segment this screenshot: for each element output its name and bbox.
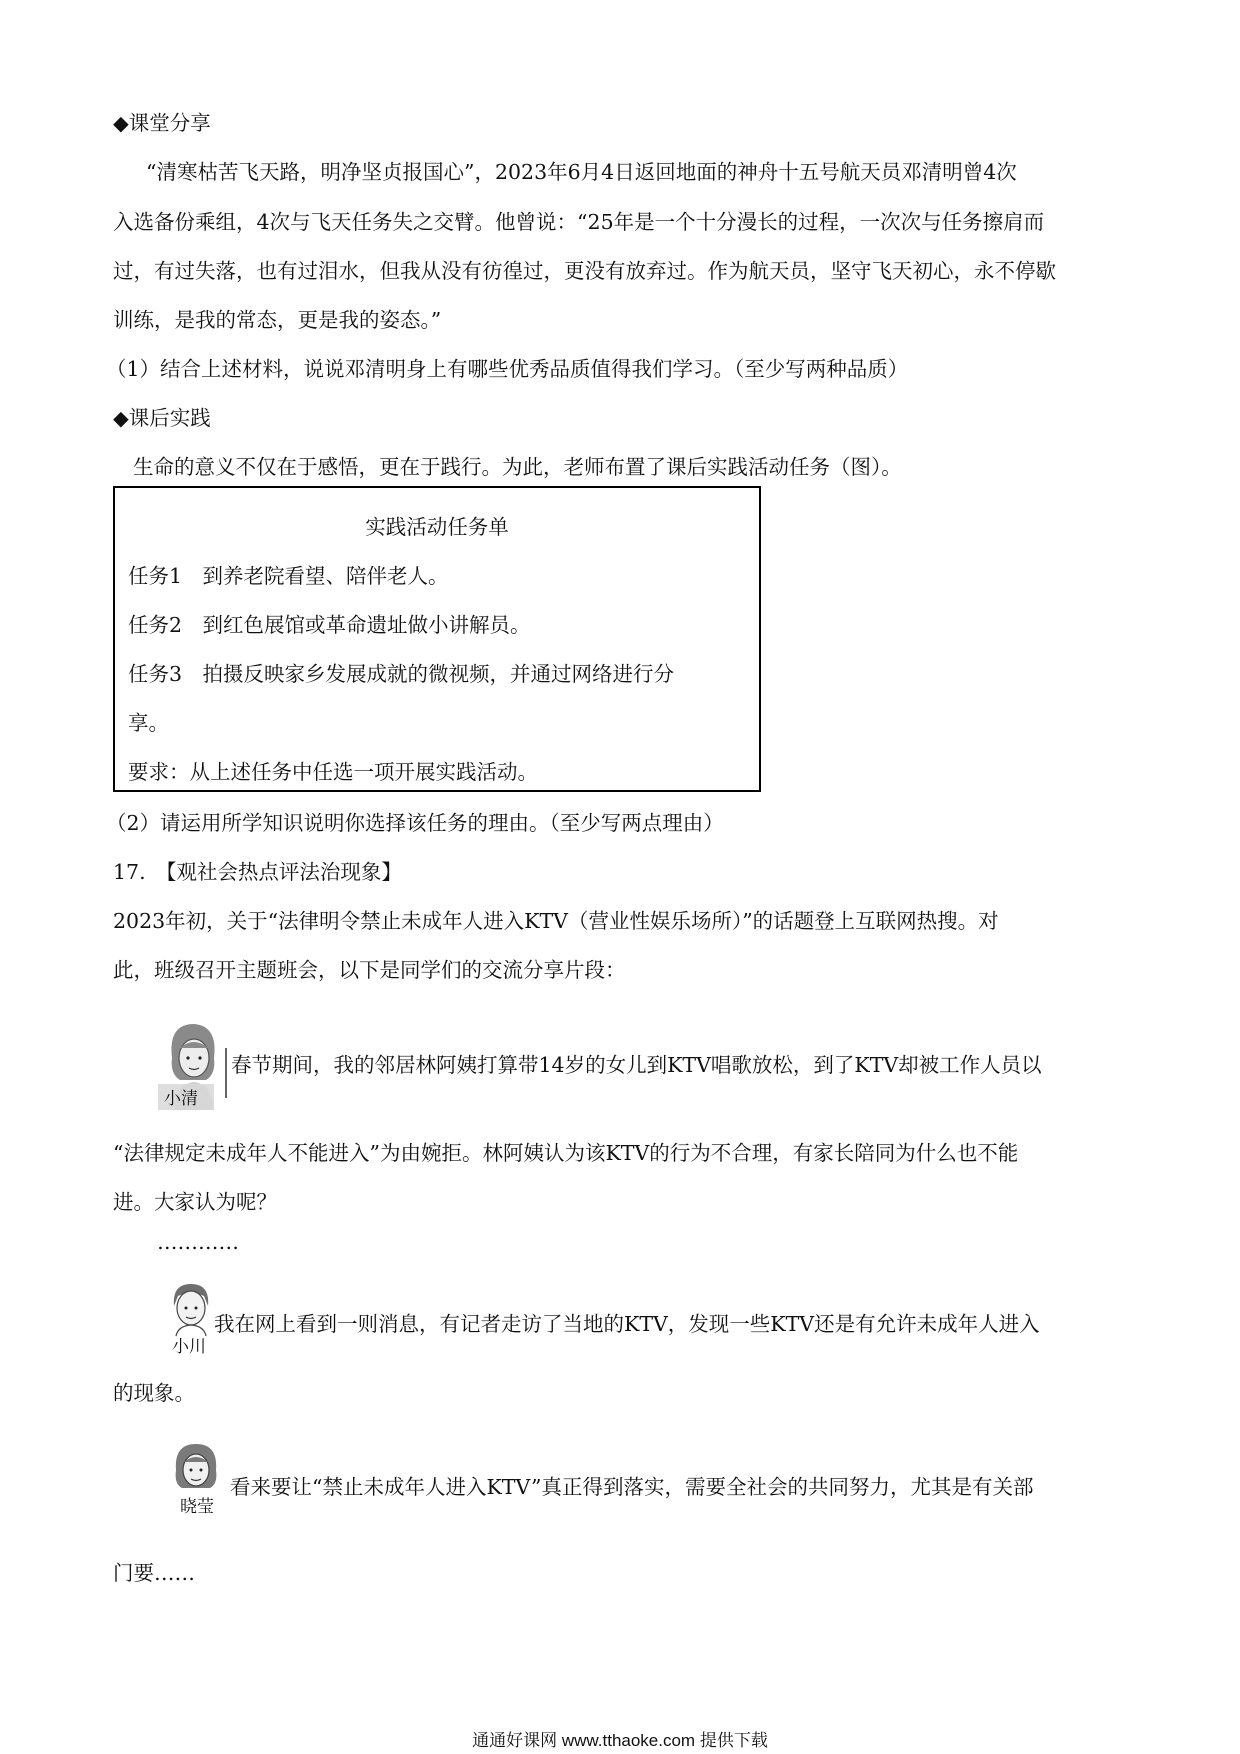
- task-item-2: 任务2 到红色展馆或革命遗址做小讲解员。: [128, 613, 531, 637]
- page-footer: 通通好课网 www.tthaoke.com 提供下载: [472, 1731, 768, 1750]
- task-item-3: 任务3 拍摄反映家乡发展成就的微视频，并通过网络进行分: [128, 662, 675, 686]
- task-box-title: 实践活动任务单: [365, 515, 509, 539]
- avatar-xiaochuan: [166, 1280, 216, 1357]
- ellipsis: …………: [157, 1230, 239, 1254]
- question-17-title: 17. 【观社会热点评法治现象】: [113, 860, 402, 884]
- dialogue-line: 春节期间，我的邻居林阿姨打算带14岁的女儿到KTV唱歌放松，到了KTV却被工作人员以: [231, 1053, 1042, 1077]
- task-item-3-continued: 享。: [128, 711, 169, 735]
- paragraph-line: 此，班级召开主题班会，以下是同学们的交流分享片段：: [113, 958, 626, 982]
- dialogue-line: 门要……: [113, 1561, 195, 1585]
- dialogue-line: 进。大家认为呢？: [113, 1190, 277, 1214]
- speaker-name: 小清: [164, 1089, 198, 1109]
- dialogue-line: “法律规定未成年人不能进入”为由婉拒。林阿姨认为该KTV的行为不合理，有家长陪同为什么也不能: [113, 1141, 1019, 1165]
- dialogue-line: 看来要让“禁止未成年人进入KTV”真正得到落实，需要全社会的共同努力，尤其是有关部: [230, 1475, 1034, 1499]
- section-heading-after-class-practice: ◆课后实践: [113, 406, 211, 430]
- paragraph-line: “清寒枯苦飞天路，明净坚贞报国心”，2023年6月4日返回地面的神舟十五号航天员邓清明曾4次: [146, 160, 1017, 184]
- question-1: （1）结合上述材料，说说邓清明身上有哪些优秀品质值得我们学习。（至少写两种品质）: [106, 357, 909, 381]
- paragraph-line: 2023年初，关于“法律明令禁止未成年人进入KTV（营业性娱乐场所）”的话题登上互联网热搜。对: [113, 909, 999, 933]
- practice-intro: 生命的意义不仅在于感悟，更在于践行。为此，老师布置了课后实践活动任务（图）。: [133, 455, 902, 479]
- section-heading-classroom-share: ◆课堂分享: [113, 111, 211, 135]
- question-2: （2）请运用所学知识说明你选择该任务的理由。（至少写两点理由）: [106, 811, 724, 835]
- avatar-xiaoqing: [158, 1018, 230, 1115]
- paragraph-line: 过，有过失落，也有过泪水，但我从没有彷徨过，更没有放弃过。作为航天员，坚守飞天初心，永不停歇: [113, 259, 1056, 283]
- dialogue-line: 我在网上看到一则消息，有记者走访了当地的KTV，发现一些KTV还是有允许未成年人进入: [214, 1312, 1040, 1336]
- task-item-1: 任务1 到养老院看望、陪伴老人。: [128, 564, 449, 588]
- speaker-name: 晓莹: [180, 1497, 214, 1517]
- dialogue-line: 的现象。: [113, 1381, 195, 1405]
- task-list-box: [113, 486, 761, 792]
- paragraph-line: 入选备份乘组，4次与飞天任务失之交臂。他曾说：“25年是一个十分漫长的过程，一次次与任务擦肩而: [113, 210, 1045, 234]
- speaker-name: 小川: [172, 1337, 206, 1357]
- paragraph-line: 训练，是我的常态，更是我的姿态。”: [113, 308, 442, 332]
- avatar-xiaoying: [168, 1440, 224, 1517]
- task-requirement: 要求：从上述任务中任选一项开展实践活动。: [128, 760, 538, 784]
